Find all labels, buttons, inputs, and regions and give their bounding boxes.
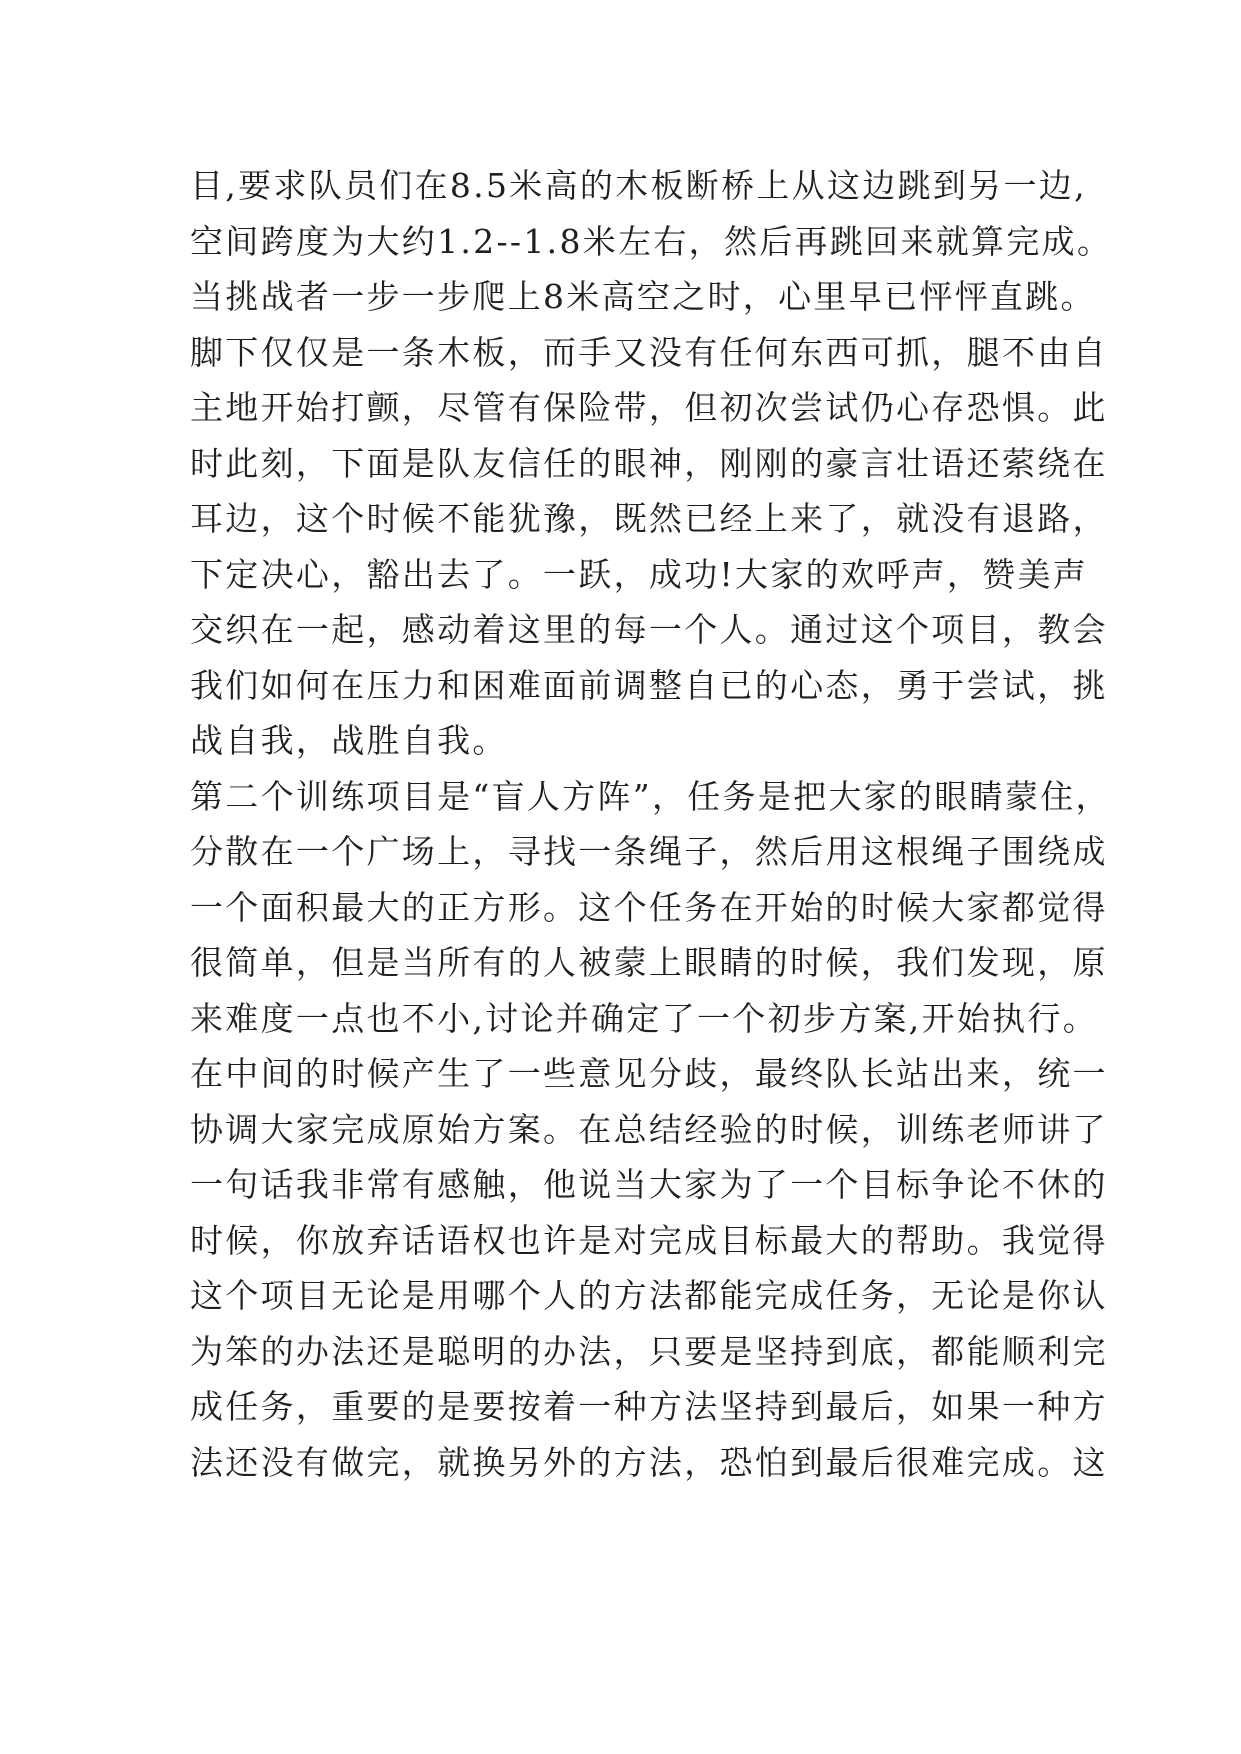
- text-line: 脚下仅仅是一条木板，而手又没有任何东西可抓，腿不由自: [190, 332, 1108, 372]
- text-line: 空间跨度为大约1.2--1.8米左右，然后再跳回来就算完成。: [190, 221, 1113, 261]
- text-line: 我们如何在压力和困难面前调整自已的心态，勇于尝试，挑: [190, 665, 1108, 705]
- text-line: 在中间的时候产生了一些意见分歧，最终队长站出来，统一: [190, 1054, 1108, 1093]
- text-line: 下定决心，豁出去了。一跃，成功!大家的欢呼声，赞美声: [190, 554, 1089, 594]
- text-line: 为笨的办法还是聪明的办法，只要是坚持到底，都能顺利完: [190, 1331, 1108, 1371]
- text-line: 一个面积最大的正方形。这个任务在开始的时候大家都觉得: [190, 887, 1108, 927]
- text-line: 法还没有做完，就换另外的方法，恐怕到最后很难完成。这: [190, 1442, 1108, 1482]
- text-line: 当挑战者一步一步爬上8米高空之时，心里早已怦怦直跳。: [190, 277, 1096, 316]
- text-line: 协调大家完成原始方案。在总结经验的时候，训练老师讲了: [190, 1109, 1108, 1149]
- text-line: 这个项目无论是用哪个人的方法都能完成任务，无论是你认: [190, 1276, 1108, 1315]
- text-line: 主地开始打颤，尽管有保险带，但初次尝试仍心存恐惧。此: [190, 388, 1108, 427]
- text-line: 成任务，重要的是要按着一种方法坚持到最后，如果一种方: [190, 1387, 1108, 1426]
- text-line: 交织在一起，感动着这里的每一个人。通过这个项目，教会: [190, 610, 1108, 649]
- text-line: 战自我，战胜自我。: [190, 721, 508, 760]
- text-line: 时候，你放弃话语权也许是对完成目标最大的帮助。我觉得: [190, 1220, 1108, 1260]
- text-line: 来难度一点也不小,讨论并确定了一个初步方案,开始执行。: [190, 998, 1099, 1038]
- text-line: 第二个训练项目是“盲人方阵”，任务是把大家的眼睛蒙住，: [190, 776, 1111, 816]
- text-line: 分散在一个广场上，寻找一条绳子，然后用这根绳子围绕成: [190, 832, 1108, 871]
- text-line: 耳边，这个时候不能犹豫，既然已经上来了，就没有退路，: [190, 499, 1108, 538]
- text-line: 目,要求队员们在8.5米高的木板断桥上从这边跳到另一边,: [190, 166, 1087, 205]
- text-line: 很简单，但是当所有的人被蒙上眼睛的时候，我们发现，原: [190, 943, 1108, 982]
- text-line: 时此刻，下面是队友信任的眼神，刚刚的豪言壮语还萦绕在: [190, 443, 1108, 483]
- text-line: 一句话我非常有感触，他说当大家为了一个目标争论不休的: [190, 1165, 1108, 1204]
- body-text: [190, 158, 1113, 1490]
